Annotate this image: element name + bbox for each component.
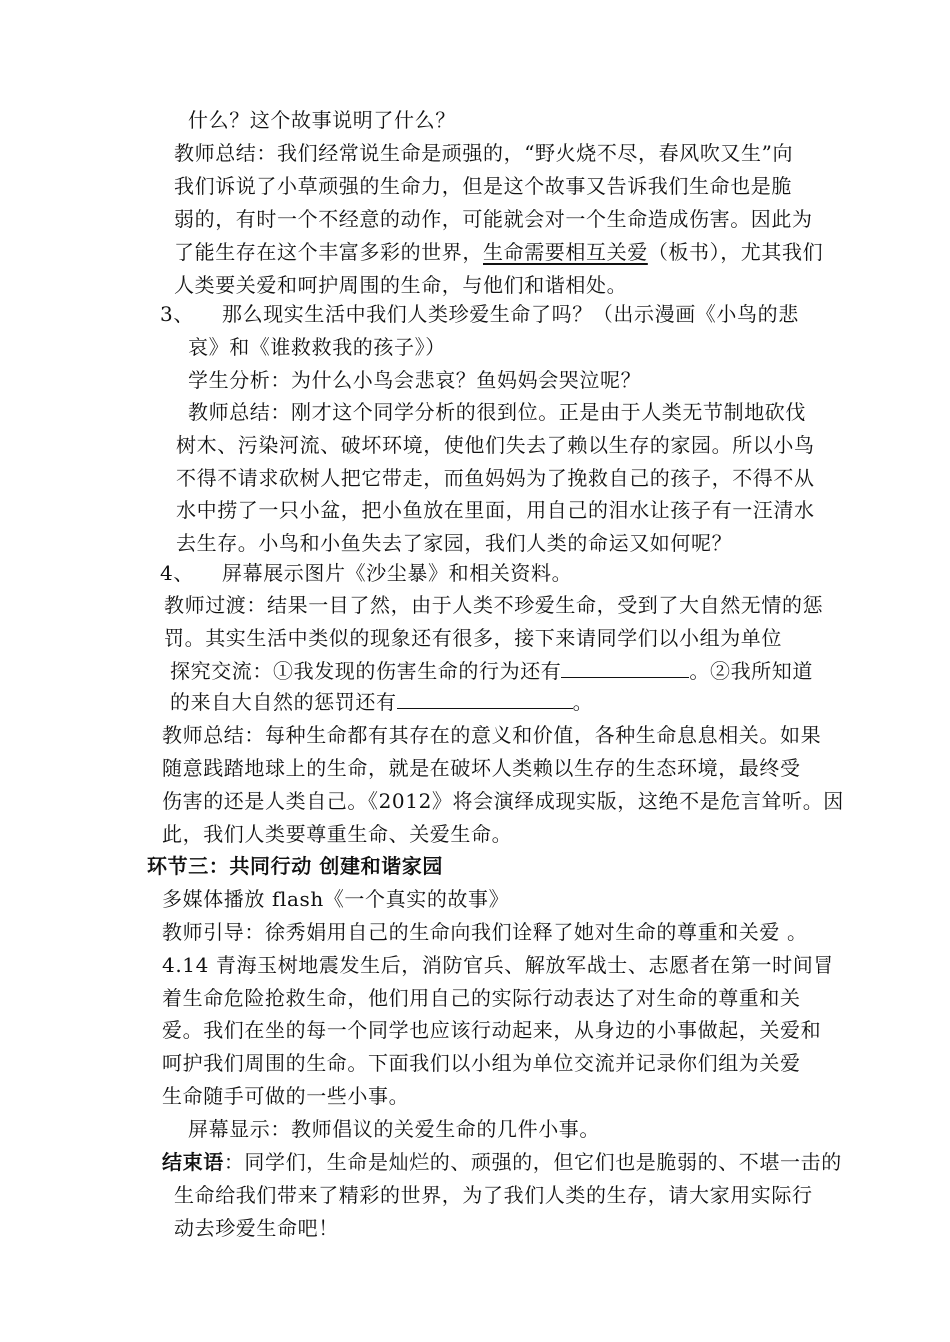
paragraph-line: 不得不请求砍树人把它带走，而鱼妈妈为了挽救自己的孩子，不得不从 xyxy=(176,466,815,490)
closing-label: 结束语 xyxy=(162,1150,224,1174)
paragraph-line: 动去珍爱生命吧！ xyxy=(174,1216,339,1240)
paragraph-line: 着生命危险抢救生命，他们用自己的实际行动表达了对生命的尊重和关 xyxy=(162,986,801,1010)
paragraph-line: 人类要关爱和呵护周围的生命，与他们和谐相处。 xyxy=(174,273,628,297)
numbered-item-3 xyxy=(160,300,799,328)
paragraph-line: 教师总结：我们经常说生命是顽强的，“野火烧不尽，春风吹又生”向 xyxy=(174,141,794,165)
paragraph-line: 树木、污染河流、破坏环境，使他们失去了赖以生存的家园。所以小鸟 xyxy=(176,433,815,457)
paragraph-line: 此，我们人类要尊重生命、关爱生命。 xyxy=(162,822,513,846)
paragraph-line: 弱的，有时一个不经意的动作，可能就会对一个生命造成伤害。因此为 xyxy=(174,207,813,231)
paragraph-line xyxy=(174,238,823,266)
paragraph-line: 随意践踏地球上的生命，就是在破坏人类赖以生存的生态环境，最终受 xyxy=(162,756,801,780)
paragraph-line: 屏幕显示：教师倡议的关爱生命的几件小事。 xyxy=(188,1117,600,1141)
paragraph-text: 那么现实生活中我们人类珍爱生命了吗？（出示漫画《小鸟的悲 xyxy=(222,302,799,326)
paragraph-line: 哀》和《谁救救我的孩子》） xyxy=(188,335,446,359)
item-number: 3、 xyxy=(160,302,194,326)
paragraph-line: 4.14 青海玉树地震发生后，消防官兵、解放军战士、志愿者在第一时间冒 xyxy=(162,953,834,977)
paragraph-line: 水中捞了一只小盆，把小鱼放在里面，用自己的泪水让孩子有一汪清水 xyxy=(176,498,815,522)
paragraph-text: 。 xyxy=(572,690,594,714)
paragraph-line: 教师总结：每种生命都有其存在的意义和价值，各种生命息息相关。如果 xyxy=(162,723,822,747)
paragraph-line: 多媒体播放 flash《一个真实的故事》 xyxy=(162,887,510,911)
paragraph-text: 了能生存在这个丰富多彩的世界， xyxy=(174,240,483,264)
paragraph-line: 去生存。小鸟和小鱼失去了家园，我们人类的命运又如何呢？ xyxy=(176,531,733,555)
paragraph-line: 生命随手可做的一些小事。 xyxy=(162,1084,410,1108)
paragraph-text: 屏幕展示图片《沙尘暴》和相关资料。 xyxy=(222,561,573,585)
exercise-line-2 xyxy=(170,688,593,716)
underlined-key-phrase: 生命需要相互关爱 xyxy=(483,240,648,264)
section-heading: 环节三：共同行动 创建和谐家园 xyxy=(147,854,443,878)
paragraph-text: 探究交流：①我发现的伤害生命的行为还有 xyxy=(170,659,562,683)
paragraph-text: 。②我所知道 xyxy=(689,659,814,683)
paragraph-line: 我们诉说了小草顽强的生命力，但是这个故事又告诉我们生命也是脆 xyxy=(174,174,792,198)
numbered-item-4 xyxy=(160,559,572,587)
paragraph-line: 伤害的还是人类自己。《2012》将会演绎成现实版，这绝不是危言耸听。因 xyxy=(162,789,844,813)
paragraph-line: 学生分析：为什么小鸟会悲哀？鱼妈妈会哭泣呢？ xyxy=(188,368,642,392)
paragraph-line: 生命给我们带来了精彩的世界，为了我们人类的生存，请大家用实际行 xyxy=(174,1183,813,1207)
item-number: 4、 xyxy=(160,561,194,585)
exercise-line-1 xyxy=(170,657,813,685)
paragraph-line: 教师总结：刚才这个同学分析的很到位。正是由于人类无节制地砍伐 xyxy=(188,400,806,424)
paragraph-line: 教师引导：徐秀娟用自己的生命向我们诠释了她对生命的尊重和关爱 。 xyxy=(162,920,808,944)
closing-remarks xyxy=(162,1148,842,1176)
paragraph-line: 爱。我们在坐的每一个同学也应该行动起来，从身边的小事做起，关爱和 xyxy=(162,1018,822,1042)
paragraph-line: 罚。其实生活中类似的现象还有很多，接下来请同学们以小组为单位 xyxy=(164,626,782,650)
paragraph-line: 呵护我们周围的生命。下面我们以小组为单位交流并记录你们组为关爱 xyxy=(162,1051,801,1075)
paragraph-text: ：同学们，生命是灿烂的、顽强的，但它们也是脆弱的、不堪一击的 xyxy=(223,1150,842,1174)
paragraph-line: 什么？这个故事说明了什么？ xyxy=(188,108,456,132)
paragraph-line: 教师过渡：结果一目了然，由于人类不珍爱生命，受到了大自然无情的惩 xyxy=(164,593,824,617)
fill-in-blank[interactable] xyxy=(561,657,689,678)
fill-in-blank[interactable] xyxy=(397,688,573,709)
paragraph-text: （板书），尤其我们 xyxy=(647,240,824,264)
paragraph-text: 的来自大自然的惩罚还有 xyxy=(170,690,397,714)
